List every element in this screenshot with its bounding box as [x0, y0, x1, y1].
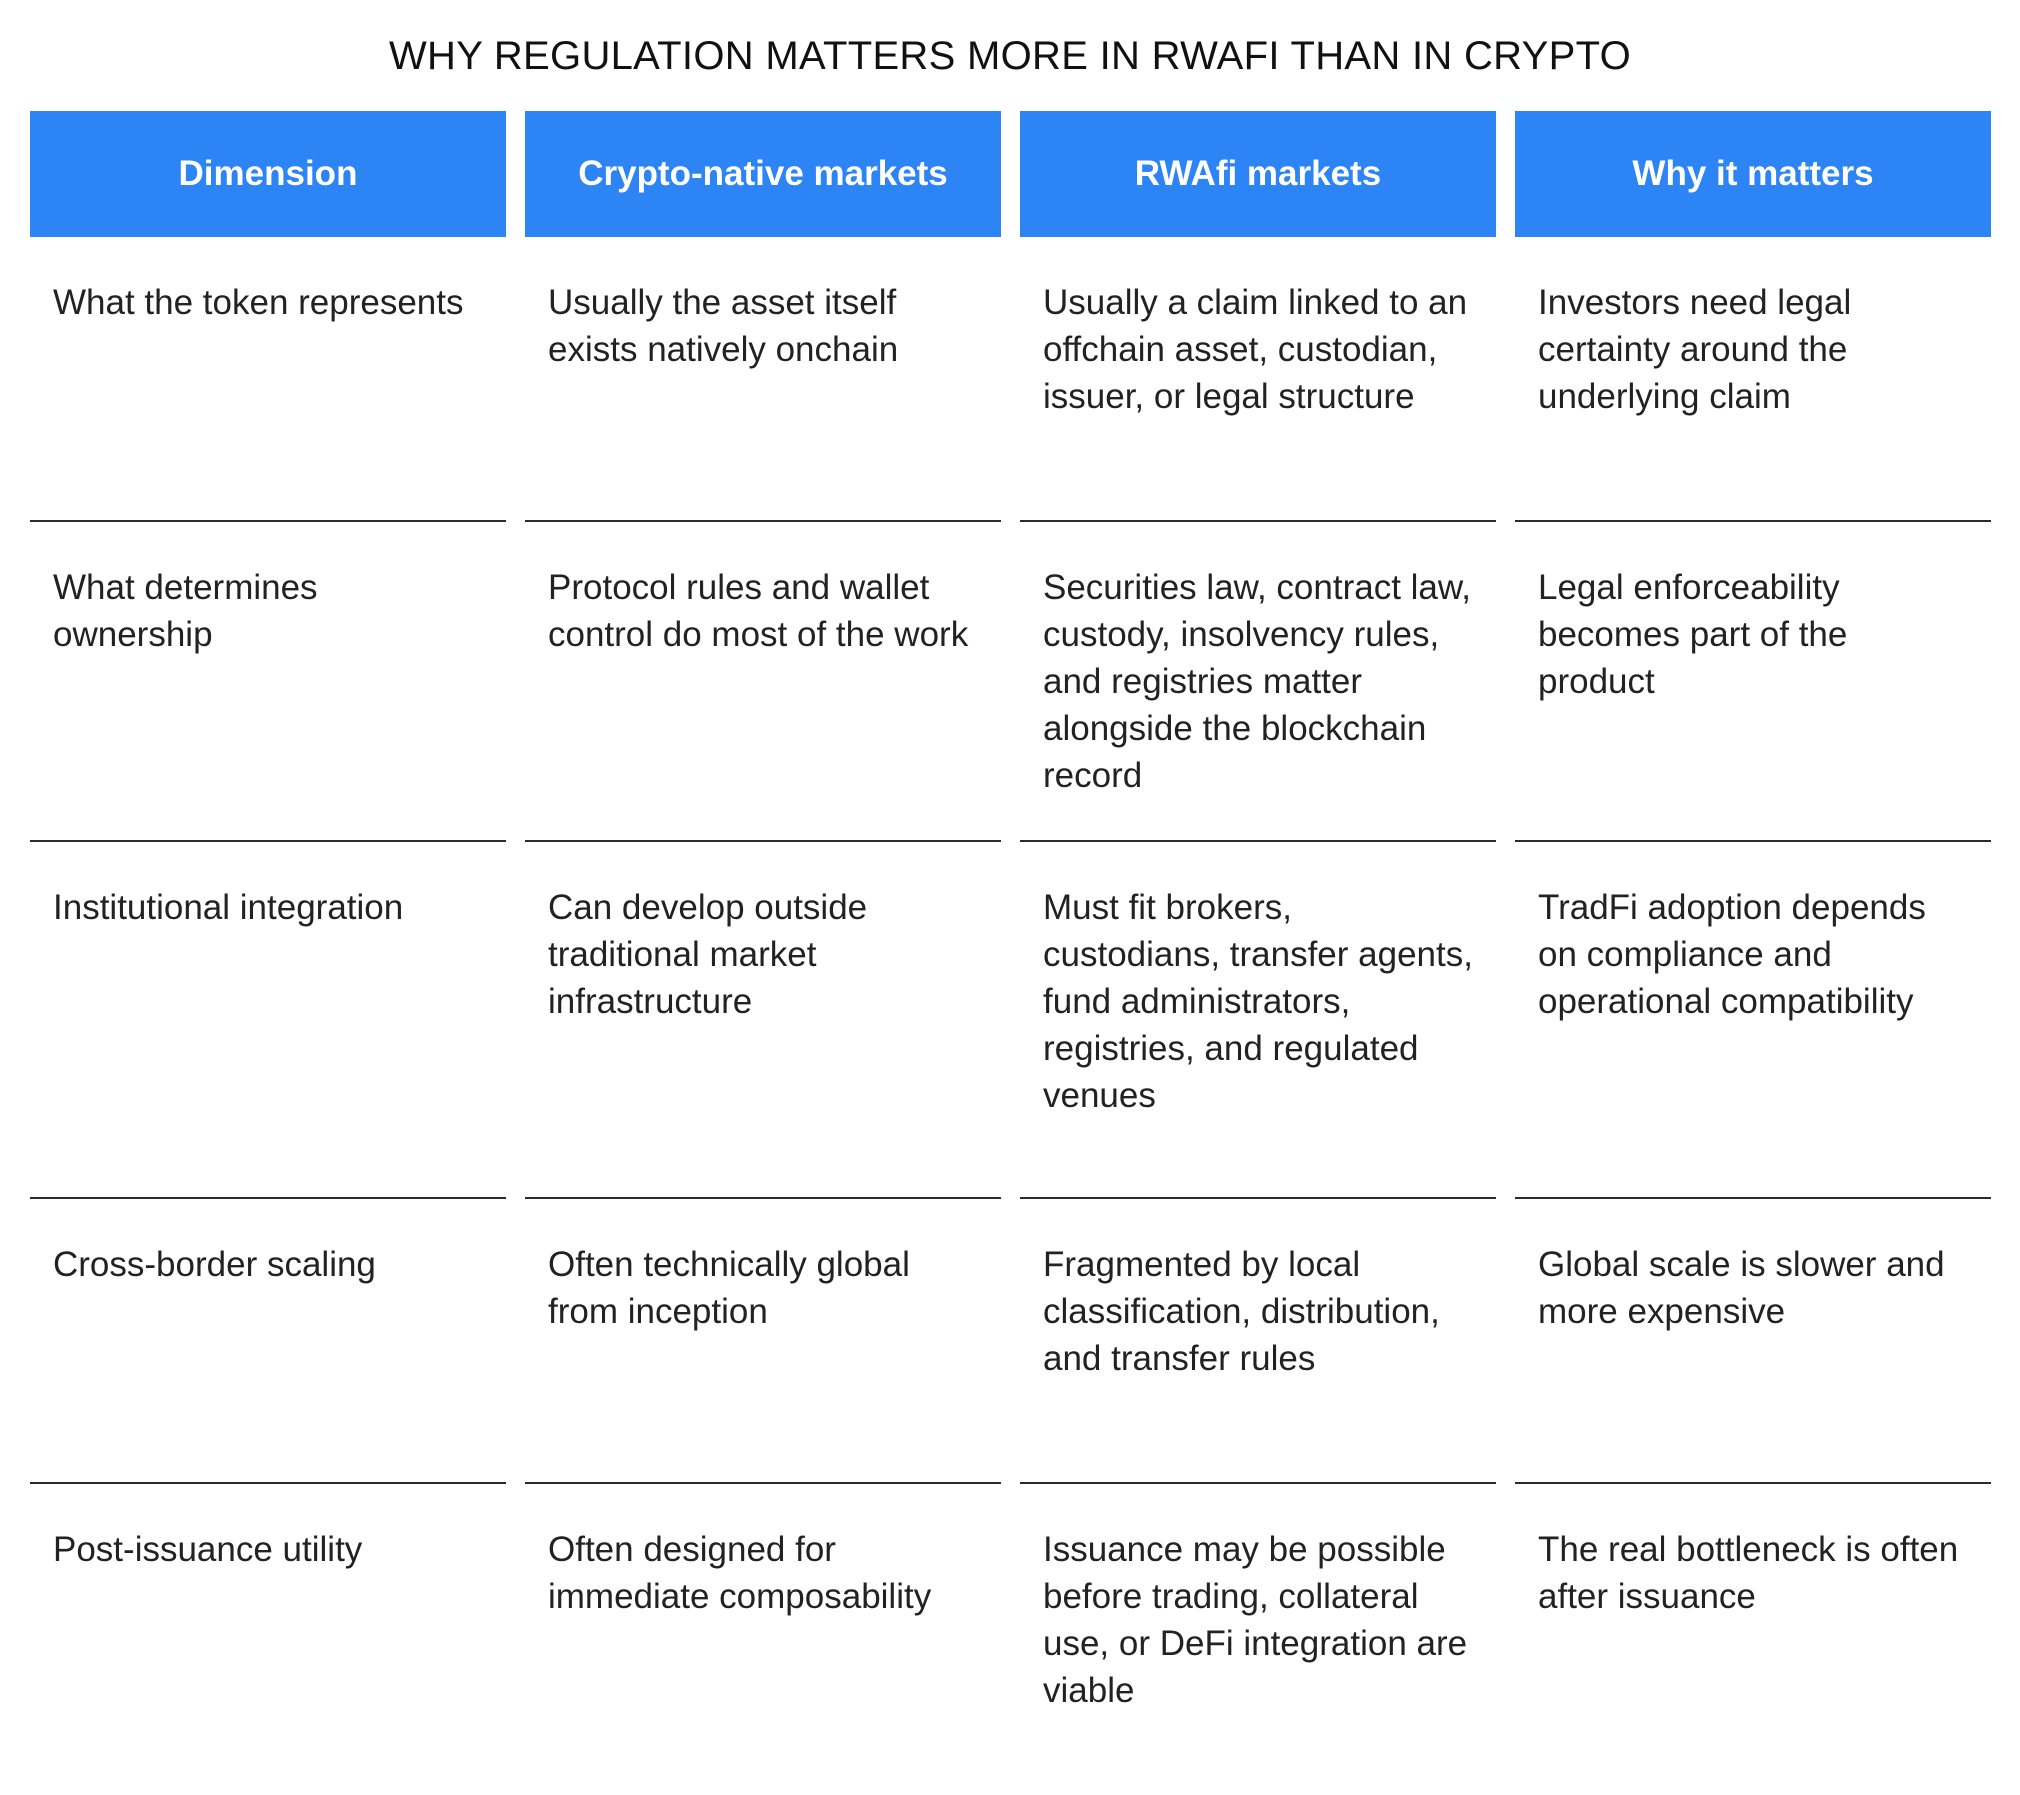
- header-rwafi-markets: RWAfi markets: [1020, 111, 1496, 237]
- cell-crypto-native: Often technically global from inception: [525, 1199, 1001, 1484]
- cell-rwafi: Must fit brokers, custodians, transfer agents, fund administrators, registries, and regulated venues: [1020, 842, 1496, 1199]
- cell-why-it-matters: Investors need legal certainty around the underlying claim: [1515, 237, 1991, 522]
- cell-crypto-native: Often designed for immediate composability: [548, 1530, 932, 1616]
- cell-crypto-native: Can develop outside traditional market infrastructure: [525, 842, 1001, 1199]
- table-row: [30, 1484, 1991, 1769]
- table-row: [30, 237, 1991, 522]
- table-row: [30, 1199, 1991, 1484]
- cell-rwafi: Usually a claim linked to an offchain asset, custodian, issuer, or legal structure: [1020, 237, 1496, 522]
- cell-crypto-native: Usually the asset itself exists natively onchain: [525, 237, 1001, 522]
- cell-dimension: Cross-border scaling: [30, 1199, 506, 1484]
- cell-dimension: What the token represents: [30, 237, 506, 522]
- table-row: [30, 842, 1991, 1199]
- cell-rwafi: Issuance may be possible before trading, collateral use, or DeFi integration are viable: [1043, 1530, 1468, 1710]
- cell-why-it-matters: Global scale is slower and more expensive: [1515, 1199, 1991, 1484]
- cell-why-it-matters: The real bottleneck is often after issuance: [1538, 1530, 1959, 1616]
- table-header-row: [30, 111, 1991, 237]
- cell-why-it-matters: TradFi adoption depends on compliance and operational compatibility: [1515, 842, 1991, 1199]
- cell-dimension: What determines ownership: [30, 522, 506, 842]
- header-dimension: Dimension: [30, 111, 506, 237]
- header-crypto-native-markets: Crypto-native markets: [525, 111, 1001, 237]
- table-row: [30, 522, 1991, 842]
- cell-why-it-matters: Legal enforceability becomes part of the product: [1515, 522, 1991, 842]
- cell-crypto-native: Protocol rules and wallet control do most of the work: [525, 522, 1001, 842]
- cell-dimension: Post-issuance utility: [53, 1530, 363, 1569]
- header-why-it-matters: Why it matters: [1515, 111, 1991, 237]
- comparison-table: [30, 111, 1991, 1769]
- page-title: WHY REGULATION MATTERS MORE IN RWAFI THAN IN CRYPTO: [388, 34, 1632, 78]
- cell-rwafi: Securities law, contract law, custody, insolvency rules, and registries matter alongside the blockchain record: [1020, 522, 1496, 842]
- cell-rwafi: Fragmented by local classification, distribution, and transfer rules: [1020, 1199, 1496, 1484]
- cell-dimension: Institutional integration: [30, 842, 506, 1199]
